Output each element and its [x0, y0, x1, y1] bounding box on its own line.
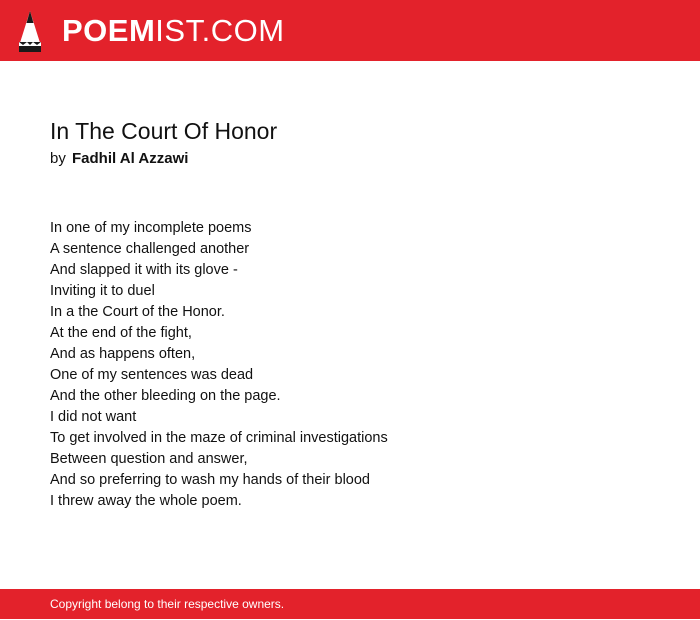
- poem-body: [50, 218, 650, 512]
- poem-line: In a the Court of the Honor.: [50, 304, 225, 320]
- poem-line: In one of my incomplete poems: [50, 220, 252, 236]
- author-name: Fadhil Al Azzawi: [72, 150, 189, 167]
- poem-line: At the end of the fight,: [50, 325, 192, 341]
- poem-line: One of my sentences was dead: [50, 367, 254, 383]
- by-label: by: [50, 150, 66, 167]
- logo-text-strong: POEM: [62, 13, 156, 48]
- poem-line: To get involved in the maze of criminal investigations: [50, 430, 388, 446]
- site-header: [0, 0, 700, 61]
- poem-title: In The Court Of Honor: [50, 118, 278, 144]
- pencil-icon[interactable]: [18, 10, 42, 52]
- poem-line: And the other bleeding on the page.: [50, 388, 281, 404]
- byline: [50, 148, 188, 170]
- poem-line: And so preferring to wash my hands of their blood: [50, 472, 370, 488]
- site-logo[interactable]: [62, 12, 285, 50]
- poem-line: And as happens often,: [50, 346, 196, 362]
- site-footer: [0, 589, 700, 619]
- logo-text-light: IST.COM: [155, 13, 285, 48]
- poem-line: Inviting it to duel: [50, 283, 155, 299]
- poem-line: Between question and answer,: [50, 451, 248, 467]
- poem-line: I did not want: [50, 409, 137, 425]
- copyright-text: Copyright belong to their respective owners.: [50, 597, 285, 611]
- poem-line: And slapped it with its glove -: [50, 262, 238, 278]
- poem-line: I threw away the whole poem.: [50, 493, 242, 509]
- poem-line: A sentence challenged another: [50, 241, 250, 257]
